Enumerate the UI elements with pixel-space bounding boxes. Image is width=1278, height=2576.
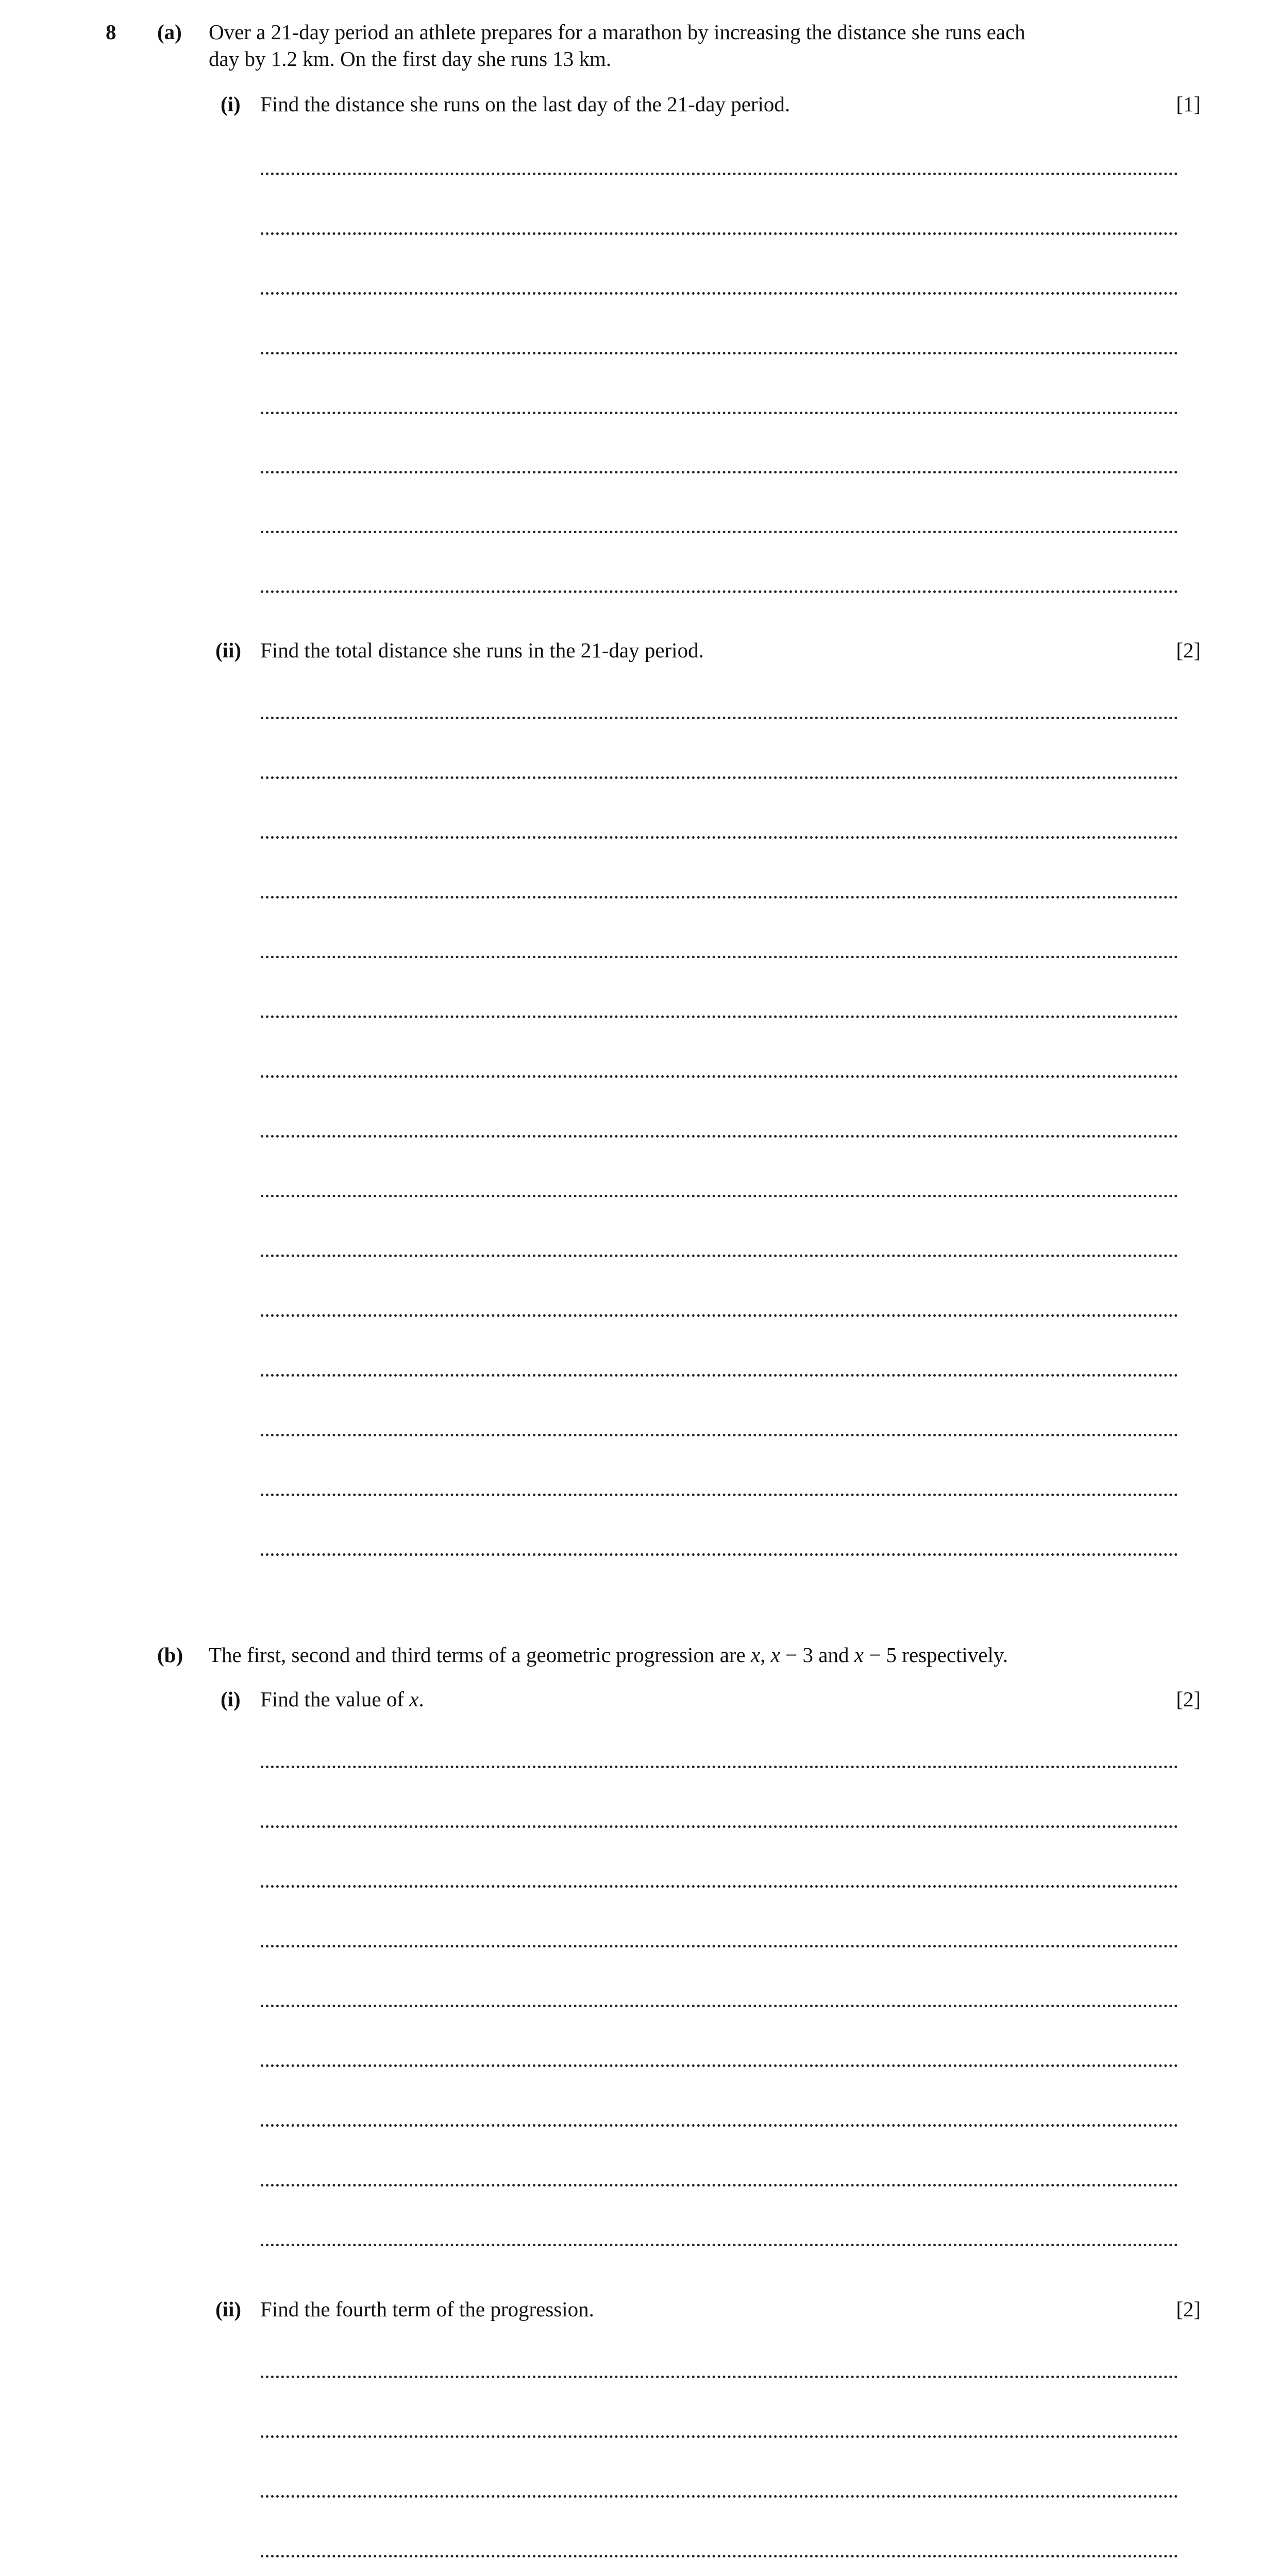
part-a-ii-text: Find the total distance she runs in the 21-day period. <box>260 638 704 662</box>
answer-line[interactable] <box>261 2005 1178 2007</box>
answer-line[interactable] <box>261 956 1178 958</box>
answer-line[interactable] <box>261 232 1178 235</box>
part-a-ii-label: (ii) <box>215 638 242 662</box>
part-b-label: (b) <box>157 1643 183 1667</box>
answer-line[interactable] <box>261 1075 1178 1078</box>
part-b-ii-marks: [2] <box>1176 2297 1201 2321</box>
part-a-ii-marks: [2] <box>1176 638 1201 662</box>
answer-line[interactable] <box>261 1015 1178 1018</box>
answer-line[interactable] <box>261 352 1178 354</box>
part-b-i-marks: [2] <box>1176 1687 1201 1711</box>
answer-line[interactable] <box>261 1314 1178 1317</box>
answer-line[interactable] <box>261 2435 1178 2438</box>
answer-line[interactable] <box>261 896 1178 899</box>
answer-line[interactable] <box>261 1135 1178 1138</box>
answer-line[interactable] <box>261 2495 1178 2498</box>
answer-line[interactable] <box>261 2064 1178 2067</box>
answer-line[interactable] <box>261 717 1178 719</box>
answer-line[interactable] <box>261 1553 1178 1556</box>
answer-line[interactable] <box>261 1825 1178 1828</box>
part-a-stem-line2: day by 1.2 km. On the first day she runs 13 km. <box>209 47 612 71</box>
answer-line[interactable] <box>261 1195 1178 1197</box>
answer-line[interactable] <box>261 590 1178 593</box>
part-a-i-text: Find the distance she runs on the last day of the 21-day period. <box>260 92 791 116</box>
part-a-i-label: (i) <box>221 92 241 116</box>
answer-line[interactable] <box>261 1494 1178 1496</box>
answer-line[interactable] <box>261 292 1178 295</box>
part-b-i-text: Find the value of x. <box>260 1687 424 1711</box>
answer-line[interactable] <box>261 1255 1178 1257</box>
answer-line[interactable] <box>261 412 1178 414</box>
answer-line[interactable] <box>261 2124 1178 2127</box>
question-number: 8 <box>106 20 116 44</box>
answer-line[interactable] <box>261 1945 1178 1947</box>
part-b-ii-label: (ii) <box>215 2297 242 2321</box>
answer-line[interactable] <box>261 2376 1178 2378</box>
part-b-ii-text: Find the fourth term of the progression. <box>260 2297 594 2321</box>
answer-line[interactable] <box>261 531 1178 533</box>
part-b-stem: The first, second and third terms of a geometric progression are x, x − 3 and x − 5 respectively. <box>209 1643 1008 1667</box>
answer-line[interactable] <box>261 1885 1178 1888</box>
answer-line[interactable] <box>261 2244 1178 2246</box>
part-a-stem-line1: Over a 21-day period an athlete prepares for a marathon by increasing the distance she runs each <box>209 20 1025 44</box>
answer-line[interactable] <box>261 471 1178 473</box>
part-b-i-label: (i) <box>221 1687 241 1711</box>
answer-line[interactable] <box>261 836 1178 839</box>
answer-line[interactable] <box>261 2184 1178 2187</box>
part-a-i-marks: [1] <box>1176 92 1201 116</box>
answer-line[interactable] <box>261 173 1178 175</box>
answer-line[interactable] <box>261 2555 1178 2557</box>
answer-line[interactable] <box>261 1434 1178 1436</box>
answer-line[interactable] <box>261 1766 1178 1768</box>
answer-line[interactable] <box>261 776 1178 779</box>
answer-line[interactable] <box>261 1374 1178 1377</box>
part-a-label: (a) <box>157 20 182 44</box>
